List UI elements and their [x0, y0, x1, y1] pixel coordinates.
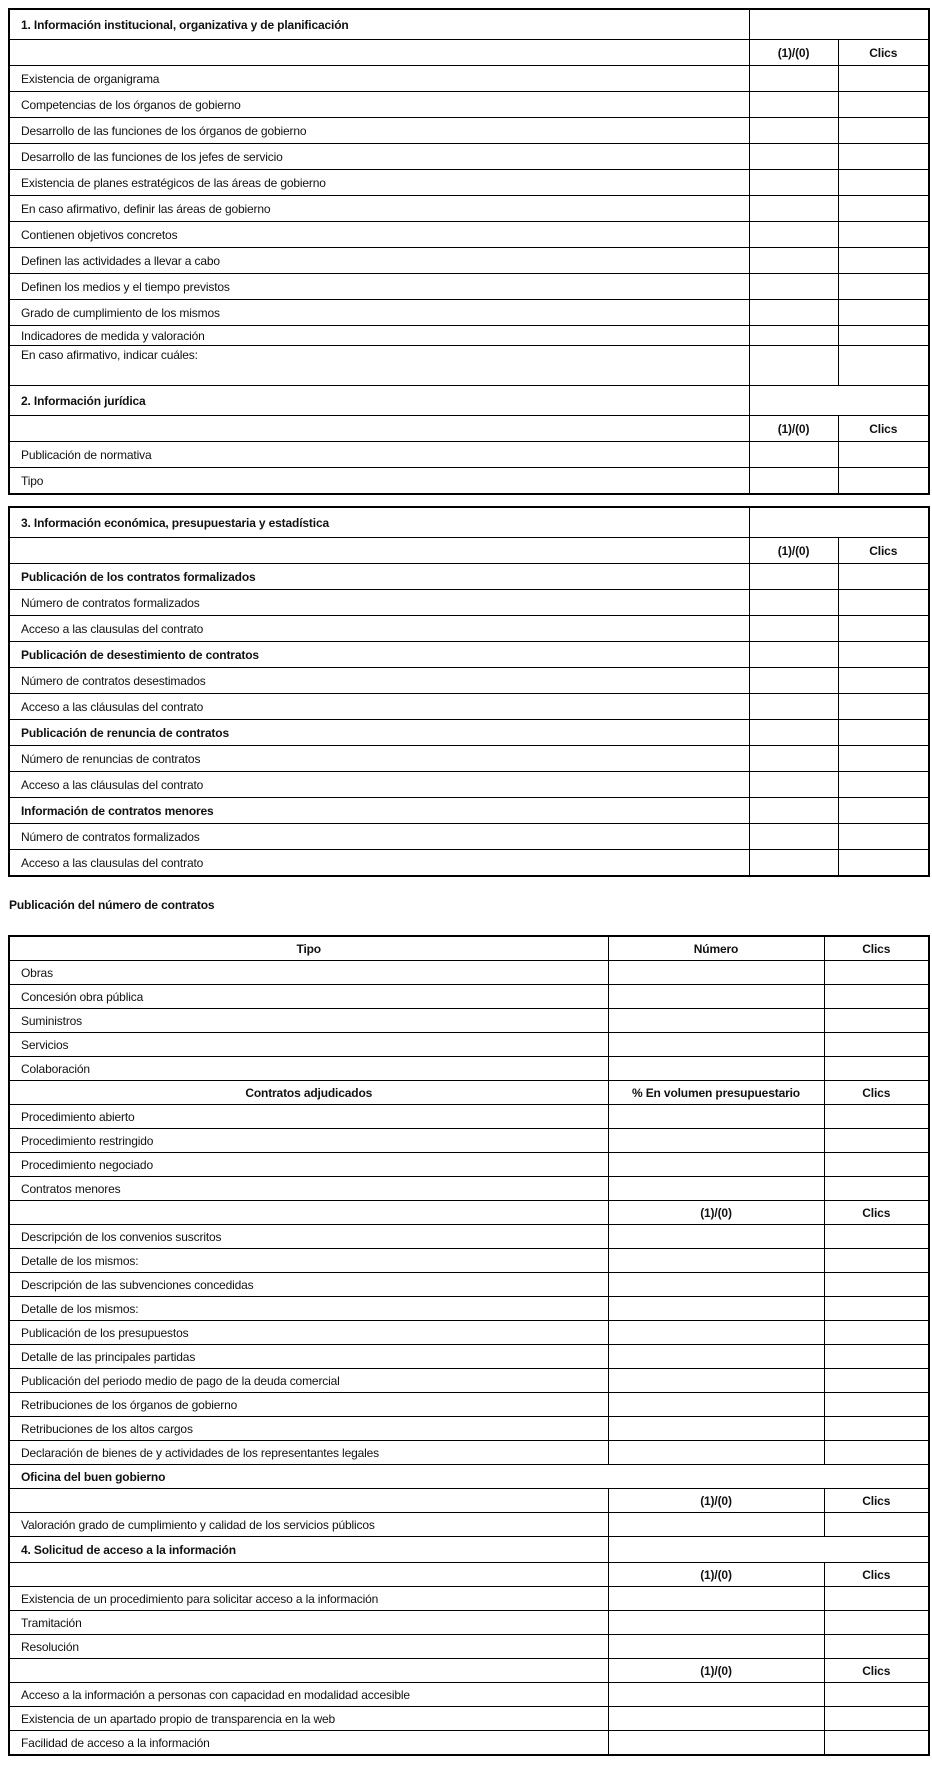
item-row: [9, 616, 929, 642]
clics-column-header: Clics: [824, 1081, 929, 1105]
score-value-cell: [749, 66, 838, 92]
item-row: [9, 1707, 929, 1731]
clics-value-cell: [838, 616, 929, 642]
item-label: Acceso a las cláusulas del contrato: [9, 694, 749, 720]
item-row: [9, 1009, 929, 1033]
column-header-row: [9, 416, 929, 442]
item-row: [9, 1105, 929, 1129]
item-row: [9, 1731, 929, 1756]
section-title: 2. Información jurídica: [9, 386, 749, 416]
score-column-header: (1)/(0): [749, 416, 838, 442]
item-row: [9, 824, 929, 850]
clics-value-cell: [838, 326, 929, 346]
item-label: Existencia de planes estratégicos de las áreas de gobierno: [9, 170, 749, 196]
clics-value-cell: [838, 274, 929, 300]
item-row: [9, 1177, 929, 1201]
clics-column-header: Clics: [824, 1563, 929, 1587]
item-row: [9, 1393, 929, 1417]
item-row: [9, 1683, 929, 1707]
item-label: Detalle de los mismos:: [9, 1249, 608, 1273]
score-column-header: (1)/(0): [608, 1201, 824, 1225]
item-label: Detalle de las principales partidas: [9, 1345, 608, 1369]
item-label: Descripción de los convenios suscritos: [9, 1225, 608, 1249]
merged-empty-cell: [749, 9, 929, 40]
item-label: Competencias de los órganos de gobierno: [9, 92, 749, 118]
item-row: [9, 170, 929, 196]
score-value-cell: [608, 961, 824, 985]
clics-value-cell: [838, 92, 929, 118]
clics-value-cell: [824, 1731, 929, 1756]
item-label: Definen las actividades a llevar a cabo: [9, 248, 749, 274]
column-header-label: Tipo: [9, 936, 608, 961]
item-row: [9, 1129, 929, 1153]
clics-value-cell: [824, 1635, 929, 1659]
score-value-cell: [749, 196, 838, 222]
item-label: Resolución: [9, 1635, 608, 1659]
section-title: Oficina del buen gobierno: [9, 1465, 929, 1489]
clics-value-cell: [824, 1249, 929, 1273]
item-row: [9, 144, 929, 170]
clics-value-cell: [824, 1057, 929, 1081]
item-row: [9, 1297, 929, 1321]
item-label: Contratos menores: [9, 1177, 608, 1201]
item-label: Publicación del periodo medio de pago de la deuda comercial: [9, 1369, 608, 1393]
item-row: [9, 222, 929, 248]
column-header-label: [9, 1489, 608, 1513]
item-row: [9, 668, 929, 694]
score-value-cell: [749, 274, 838, 300]
score-value-cell: [749, 92, 838, 118]
section-header-row: [9, 507, 929, 538]
item-row: [9, 196, 929, 222]
item-label: Procedimiento negociado: [9, 1153, 608, 1177]
clics-value-cell: [824, 1513, 929, 1537]
table-economic-info: [8, 506, 930, 877]
item-row: [9, 346, 929, 386]
item-label: Contienen objetivos concretos: [9, 222, 749, 248]
score-value-cell: [608, 1105, 824, 1129]
item-row: [9, 326, 929, 346]
clics-column-header: Clics: [824, 1201, 929, 1225]
score-column-header: (1)/(0): [749, 40, 838, 66]
item-label: Facilidad de acceso a la información: [9, 1731, 608, 1756]
section-heading-contract-numbers: Publicación del número de contratos: [9, 898, 215, 912]
score-value-cell: [749, 694, 838, 720]
column-header-row: [9, 1659, 929, 1683]
group-header-row: [9, 564, 929, 590]
score-value-cell: [749, 564, 838, 590]
clics-value-cell: [824, 1033, 929, 1057]
merged-empty-cell: [608, 1537, 929, 1563]
item-row: [9, 300, 929, 326]
score-value-cell: [749, 642, 838, 668]
score-value-cell: [608, 1153, 824, 1177]
column-header-label: [9, 1563, 608, 1587]
item-row: [9, 1441, 929, 1465]
item-row: [9, 248, 929, 274]
clics-value-cell: [838, 346, 929, 386]
clics-value-cell: [838, 668, 929, 694]
item-row: [9, 1321, 929, 1345]
score-value-cell: [749, 170, 838, 196]
clics-column-header: Clics: [838, 538, 929, 564]
item-row: [9, 1611, 929, 1635]
score-value-cell: [608, 1057, 824, 1081]
item-row: [9, 1273, 929, 1297]
merged-empty-cell: [749, 507, 929, 538]
section-header-row: [9, 9, 929, 40]
score-value-cell: [608, 1369, 824, 1393]
score-column-header: % En volumen presupuestario: [608, 1081, 824, 1105]
clics-value-cell: [824, 1369, 929, 1393]
clics-value-cell: [824, 1321, 929, 1345]
item-row: [9, 66, 929, 92]
score-value-cell: [749, 720, 838, 746]
item-row: [9, 1587, 929, 1611]
table-institutional-info: [8, 8, 930, 495]
clics-value-cell: [838, 564, 929, 590]
score-value-cell: [749, 798, 838, 824]
item-label: Colaboración: [9, 1057, 608, 1081]
item-label: Desarrollo de las funciones de los órganos de gobierno: [9, 118, 749, 144]
item-row: [9, 694, 929, 720]
section-title: 3. Información económica, presupuestaria y estadística: [9, 507, 749, 538]
clics-column-header: Clics: [838, 40, 929, 66]
score-value-cell: [608, 1177, 824, 1201]
column-header-label: [9, 416, 749, 442]
clics-value-cell: [824, 1683, 929, 1707]
item-label: Servicios: [9, 1033, 608, 1057]
item-label: Publicación de normativa: [9, 442, 749, 468]
score-value-cell: [608, 1033, 824, 1057]
score-value-cell: [608, 1731, 824, 1756]
item-label: Información de contratos menores: [9, 798, 749, 824]
section-header-row: [9, 1537, 929, 1563]
score-value-cell: [608, 1587, 824, 1611]
item-label: Valoración grado de cumplimiento y calidad de los servicios públicos: [9, 1513, 608, 1537]
clics-value-cell: [824, 985, 929, 1009]
item-row: [9, 1369, 929, 1393]
score-value-cell: [608, 985, 824, 1009]
column-header-label: [9, 40, 749, 66]
clics-value-cell: [824, 1587, 929, 1611]
item-label: Retribuciones de los altos cargos: [9, 1417, 608, 1441]
item-row: [9, 1417, 929, 1441]
item-row: [9, 772, 929, 798]
clics-value-cell: [824, 1009, 929, 1033]
item-row: [9, 118, 929, 144]
clics-value-cell: [824, 1297, 929, 1321]
item-label: Acceso a las cláusulas del contrato: [9, 772, 749, 798]
score-value-cell: [608, 1683, 824, 1707]
clics-value-cell: [838, 248, 929, 274]
clics-value-cell: [824, 1129, 929, 1153]
score-column-header: Número: [608, 936, 824, 961]
item-label: Tipo: [9, 468, 749, 495]
score-value-cell: [608, 1225, 824, 1249]
score-value-cell: [749, 346, 838, 386]
item-row: [9, 1153, 929, 1177]
clics-value-cell: [824, 1105, 929, 1129]
clics-value-cell: [838, 118, 929, 144]
score-value-cell: [749, 616, 838, 642]
item-row: [9, 961, 929, 985]
score-value-cell: [608, 1441, 824, 1465]
section-header-row: [9, 386, 929, 416]
item-row: [9, 746, 929, 772]
clics-value-cell: [838, 798, 929, 824]
clics-value-cell: [838, 196, 929, 222]
item-row: [9, 92, 929, 118]
score-value-cell: [749, 326, 838, 346]
item-label: Número de contratos formalizados: [9, 590, 749, 616]
score-value-cell: [608, 1707, 824, 1731]
column-header-row: [9, 1489, 929, 1513]
item-label: Existencia de un procedimiento para solicitar acceso a la información: [9, 1587, 608, 1611]
item-label: Número de renuncias de contratos: [9, 746, 749, 772]
item-label: Número de contratos desestimados: [9, 668, 749, 694]
score-column-header: (1)/(0): [608, 1489, 824, 1513]
item-label: Definen los medios y el tiempo previstos: [9, 274, 749, 300]
clics-value-cell: [824, 1707, 929, 1731]
item-label: En caso afirmativo, indicar cuáles:: [9, 346, 749, 386]
score-value-cell: [749, 668, 838, 694]
clics-column-header: Clics: [824, 1659, 929, 1683]
score-value-cell: [608, 1393, 824, 1417]
item-row: [9, 1345, 929, 1369]
score-value-cell: [749, 590, 838, 616]
table-contract-numbers: [8, 935, 930, 1756]
score-value-cell: [608, 1297, 824, 1321]
clics-value-cell: [838, 170, 929, 196]
item-label: Obras: [9, 961, 608, 985]
item-row: [9, 1249, 929, 1273]
clics-value-cell: [838, 746, 929, 772]
item-label: Tramitación: [9, 1611, 608, 1635]
score-value-cell: [749, 468, 838, 495]
score-column-header: (1)/(0): [608, 1659, 824, 1683]
item-label: Acceso a las clausulas del contrato: [9, 850, 749, 877]
score-value-cell: [608, 1513, 824, 1537]
item-label: Publicación de renuncia de contratos: [9, 720, 749, 746]
score-value-cell: [749, 300, 838, 326]
score-value-cell: [749, 144, 838, 170]
clics-value-cell: [838, 468, 929, 495]
item-label: Acceso a la información a personas con capacidad en modalidad accesible: [9, 1683, 608, 1707]
score-value-cell: [608, 1635, 824, 1659]
item-label: Retribuciones de los órganos de gobierno: [9, 1393, 608, 1417]
clics-value-cell: [824, 1177, 929, 1201]
clics-value-cell: [838, 590, 929, 616]
item-label: Concesión obra pública: [9, 985, 608, 1009]
item-label: En caso afirmativo, definir las áreas de gobierno: [9, 196, 749, 222]
score-value-cell: [608, 1345, 824, 1369]
group-header-row: [9, 798, 929, 824]
score-value-cell: [749, 118, 838, 144]
item-row: [9, 1033, 929, 1057]
clics-column-header: Clics: [824, 1489, 929, 1513]
clics-value-cell: [838, 144, 929, 170]
item-label: Declaración de bienes de y actividades de los representantes legales: [9, 1441, 608, 1465]
clics-value-cell: [824, 1417, 929, 1441]
clics-value-cell: [824, 1611, 929, 1635]
clics-value-cell: [824, 1393, 929, 1417]
item-label: Indicadores de medida y valoración: [9, 326, 749, 346]
score-value-cell: [608, 1249, 824, 1273]
column-header-label: Contratos adjudicados: [9, 1081, 608, 1105]
section-title: 1. Información institucional, organizativa y de planificación: [9, 9, 749, 40]
clics-value-cell: [824, 1225, 929, 1249]
item-row: [9, 850, 929, 877]
item-row: [9, 1057, 929, 1081]
group-header-row: [9, 720, 929, 746]
score-value-cell: [608, 1417, 824, 1441]
clics-value-cell: [838, 720, 929, 746]
item-label: Número de contratos formalizados: [9, 824, 749, 850]
clics-value-cell: [824, 1153, 929, 1177]
item-label: Descripción de las subvenciones concedidas: [9, 1273, 608, 1297]
column-header-label: [9, 538, 749, 564]
column-header-label: [9, 1659, 608, 1683]
score-value-cell: [608, 1321, 824, 1345]
item-label: Procedimiento restringido: [9, 1129, 608, 1153]
item-row: [9, 442, 929, 468]
merged-empty-cell: [749, 386, 929, 416]
clics-value-cell: [838, 850, 929, 877]
score-value-cell: [749, 772, 838, 798]
clics-value-cell: [824, 1345, 929, 1369]
item-row: [9, 1513, 929, 1537]
score-value-cell: [608, 1129, 824, 1153]
item-label: Grado de cumplimiento de los mismos: [9, 300, 749, 326]
score-column-header: (1)/(0): [749, 538, 838, 564]
clics-column-header: Clics: [824, 936, 929, 961]
section-title: 4. Solicitud de acceso a la información: [9, 1537, 608, 1563]
item-label: Existencia de organigrama: [9, 66, 749, 92]
clics-value-cell: [838, 824, 929, 850]
clics-value-cell: [838, 642, 929, 668]
full-span-row: [9, 1465, 929, 1489]
item-row: [9, 1635, 929, 1659]
item-label: Acceso a las clausulas del contrato: [9, 616, 749, 642]
clics-value-cell: [838, 442, 929, 468]
clics-value-cell: [838, 66, 929, 92]
score-value-cell: [749, 222, 838, 248]
clics-value-cell: [824, 1441, 929, 1465]
clics-value-cell: [838, 300, 929, 326]
item-label: Existencia de un apartado propio de transparencia en la web: [9, 1707, 608, 1731]
score-value-cell: [608, 1611, 824, 1635]
score-value-cell: [749, 746, 838, 772]
item-label: Publicación de los presupuestos: [9, 1321, 608, 1345]
item-label: Publicación de desestimiento de contratos: [9, 642, 749, 668]
clics-value-cell: [824, 961, 929, 985]
column-header-row: [9, 538, 929, 564]
column-header-row: [9, 1201, 929, 1225]
item-label: Publicación de los contratos formalizados: [9, 564, 749, 590]
column-header-row: [9, 936, 929, 961]
score-value-cell: [749, 850, 838, 877]
score-value-cell: [608, 1273, 824, 1297]
score-column-header: (1)/(0): [608, 1563, 824, 1587]
item-label: Desarrollo de las funciones de los jefes de servicio: [9, 144, 749, 170]
clics-column-header: Clics: [838, 416, 929, 442]
score-value-cell: [749, 824, 838, 850]
score-value-cell: [608, 1009, 824, 1033]
item-row: [9, 274, 929, 300]
item-row: [9, 590, 929, 616]
clics-value-cell: [824, 1273, 929, 1297]
item-label: Detalle de los mismos:: [9, 1297, 608, 1321]
group-header-row: [9, 642, 929, 668]
clics-value-cell: [838, 772, 929, 798]
clics-value-cell: [838, 222, 929, 248]
score-value-cell: [749, 248, 838, 274]
item-label: Suministros: [9, 1009, 608, 1033]
item-row: [9, 468, 929, 495]
item-label: Procedimiento abierto: [9, 1105, 608, 1129]
item-row: [9, 985, 929, 1009]
item-row: [9, 1225, 929, 1249]
score-value-cell: [749, 442, 838, 468]
column-header-label: [9, 1201, 608, 1225]
column-header-row: [9, 1563, 929, 1587]
column-header-row: [9, 1081, 929, 1105]
clics-value-cell: [838, 694, 929, 720]
column-header-row: [9, 40, 929, 66]
